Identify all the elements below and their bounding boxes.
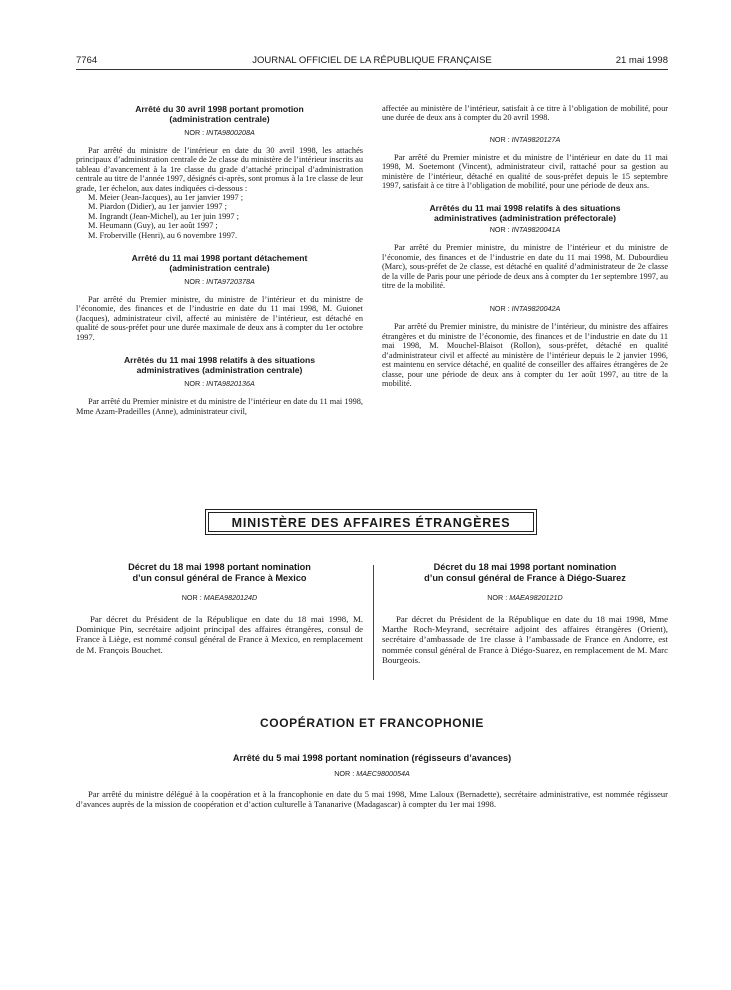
article-subtitle: (administration centrale): [169, 263, 270, 274]
article-body: Par arrêté du Premier ministre, du ministre de l’intérieur, du ministre des affaires étrangères et du ministre de l’économie, des finances et de l’industrie en date du 11 mai 1998, M. Mouchel-Blaisot (Rollon), sous-préfet, détaché en qualité d’administrateur civil et affecté au ministère de l’intérieur depuis le 2 janvier 1996, est maintenu en service détaché, en qualité de conseiller des affaires étrangères de 2e classe, pour une période de deux ans à compter du 1er août 1997, au titre de la mobilité.: [382, 322, 668, 388]
list-item: M. Meier (Jean-Jacques), au 1er janvier 1997 ;: [88, 193, 244, 203]
article-promotion: [76, 104, 363, 240]
page-header: [76, 55, 668, 70]
article-subtitle: administratives (administration préfectorale): [434, 213, 616, 224]
article-title: Arrêté du 11 mai 1998 portant détachement: [131, 253, 308, 264]
article-title: Arrêté du 5 mai 1998 portant nomination (régisseurs d’avances): [232, 753, 512, 763]
ministry-heading: MINISTÈRE DES AFFAIRES ÉTRANGÈRES: [208, 512, 534, 532]
decree-subtitle: d’un consul général de France à Mexico: [132, 573, 307, 583]
list-item: M. Ingrandt (Jean-Michel), au 1er juin 1997 ;: [88, 211, 239, 221]
nor-reference: NOR : INTA9820042A: [489, 304, 561, 314]
right-column: [382, 104, 668, 388]
left-column: [76, 104, 363, 416]
nor-reference: NOR : MAEC9800054A: [334, 769, 410, 778]
decree-body: Par décret du Président de la République en date du 18 mai 1998, Mme Marthe Roch-Meyrand, secrétaire adjoint des affaires étrangères (Orient), secrétaire d’ambassade de 1re classe à l’ambassade de France en Andorre, est nommée consul général de France à Diégo-Suarez, en remplacement de M. Marc Bourgeois.: [382, 614, 668, 665]
column-divider: [373, 565, 374, 680]
ministry-heading-box: [205, 509, 537, 535]
issue-date: 21 mai 1998: [615, 55, 668, 66]
article-body: Par arrêté du Premier ministre et du ministre de l’intérieur en date du 11 mai 1998, M. Soetemont (Vincent), administrateur civil, rattaché pour sa gestion au ministère de l’intérieur, détaché en qualité de sous-préfet depuis le 15 septembre 1997, satisfait à ce titre à l’obligation de mobilité, pour une période de deux ans.: [382, 152, 668, 191]
article-body: Par arrêté du ministre délégué à la coopération et à la francophonie en date du 5 mai 1998, Mme Laloux (Bernadette), secrétaire administrative, est nommée régisseur d’avances auprès de la mission de coopération et d’action culturelle à Tananarive (Madagascar) à compter du 1er mai 1998.: [76, 789, 668, 809]
section-heading: COOPÉRATION ET FRANCOPHONIE: [260, 716, 484, 730]
list-item: M. Heumann (Guy), au 1er août 1997 ;: [88, 221, 218, 231]
decree-title: Décret du 18 mai 1998 portant nomination: [128, 562, 311, 572]
nor-reference: NOR : MAEA9820124D: [181, 593, 258, 602]
article-title: Arrêtés du 11 mai 1998 relatifs à des situations: [123, 355, 316, 366]
nor-reference: NOR : INTA9820136A: [184, 379, 255, 389]
nor-reference: NOR : INTA9800208A: [184, 128, 255, 137]
nor-reference: NOR : INTA9720378A: [184, 277, 255, 287]
name-list: [76, 193, 363, 240]
decree-title: Décret du 18 mai 1998 portant nomination: [433, 562, 617, 572]
nor-reference: NOR : INTA9820127A: [489, 134, 561, 144]
article-body: Par arrêté du Premier ministre et du ministre de l’intérieur en date du 11 mai 1998, Mme Azam-Pradeilles (Anne), administrateur civil,: [76, 397, 363, 416]
page-number: 7764: [76, 55, 98, 66]
article-body: Par arrêté du Premier ministre, du ministre de l’intérieur et du ministre de l’économie, des finances et de l’industrie en date du 11 mai 1998, M. Guionet (Jacques), administrateur civil, affecté au ministère de l’intérieur, est détaché en qualité de sous-préfet pour une durée maximale de deux ans à compter du 1er octobre 1997.: [76, 295, 363, 342]
list-item: M. Froberville (Henri), au 6 novembre 1997.: [88, 230, 238, 240]
nor-reference: NOR : INTA9820041A: [489, 225, 561, 235]
journal-title: JOURNAL OFFICIEL DE LA RÉPUBLIQUE FRANÇAISE: [252, 55, 492, 66]
decree-subtitle: d’un consul général de France à Diégo-Suarez: [424, 573, 626, 583]
article-body: Par arrêté du ministre de l’intérieur en date du 30 avril 1998, les attachés principaux d’administration centrale de 2e classe du ministère de l’intérieur inscrits au tableau d’avancement à la 1re classe du grade d’attaché principal d’administration centrale au titre de l’année 1997, désignés ci-après, sont promus à la 1re classe de leur grade, 1er échelon, aux dates indiquées ci-dessous :: [76, 146, 363, 193]
decree-diego-suarez: [382, 562, 668, 665]
decree-mexico: [76, 562, 363, 655]
article-subtitle: (administration centrale): [169, 114, 270, 124]
decree-body: Par décret du Président de la République en date du 18 mai 1998, M. Dominique Pin, secrétaire adjoint principal des affaires étrangères, consul de France à Liège, est nommé consul général de France à Mexico, en remplacement de M. François Bouchet.: [76, 614, 363, 655]
nor-reference: NOR : MAEA9820121D: [487, 593, 563, 602]
list-item: M. Piardon (Didier), au 1er janvier 1997 ;: [88, 202, 227, 212]
article-situations-centrale: [76, 355, 363, 416]
article-subtitle: administratives (administration centrale): [136, 365, 303, 376]
article-regisseurs: [76, 753, 668, 809]
article-continuation: affectée au ministère de l’intérieur, satisfait à ce titre à l’obligation de mobilité, pour une durée de deux ans à compter du 20 avril 1998.: [382, 104, 668, 123]
article-title: Arrêtés du 11 mai 1998 relatifs à des situations: [429, 203, 621, 214]
article-body: Par arrêté du Premier ministre, du ministre de l’intérieur et du ministre de l’économie, des finances et de l’industrie en date du 11 mai 1998, M. Dubourdieu (Marc), sous-préfet de 2e classe, est détaché en qualité d’administrateur de 2e classe de la ville de Paris pour une période de deux ans à compter du 1er septembre 1997, au titre de la mobilité.: [382, 243, 668, 291]
article-title: Arrêté du 30 avril 1998 portant promotion: [135, 104, 304, 114]
article-situations-prefectorale: [382, 203, 668, 290]
article-detachement: [76, 253, 363, 342]
